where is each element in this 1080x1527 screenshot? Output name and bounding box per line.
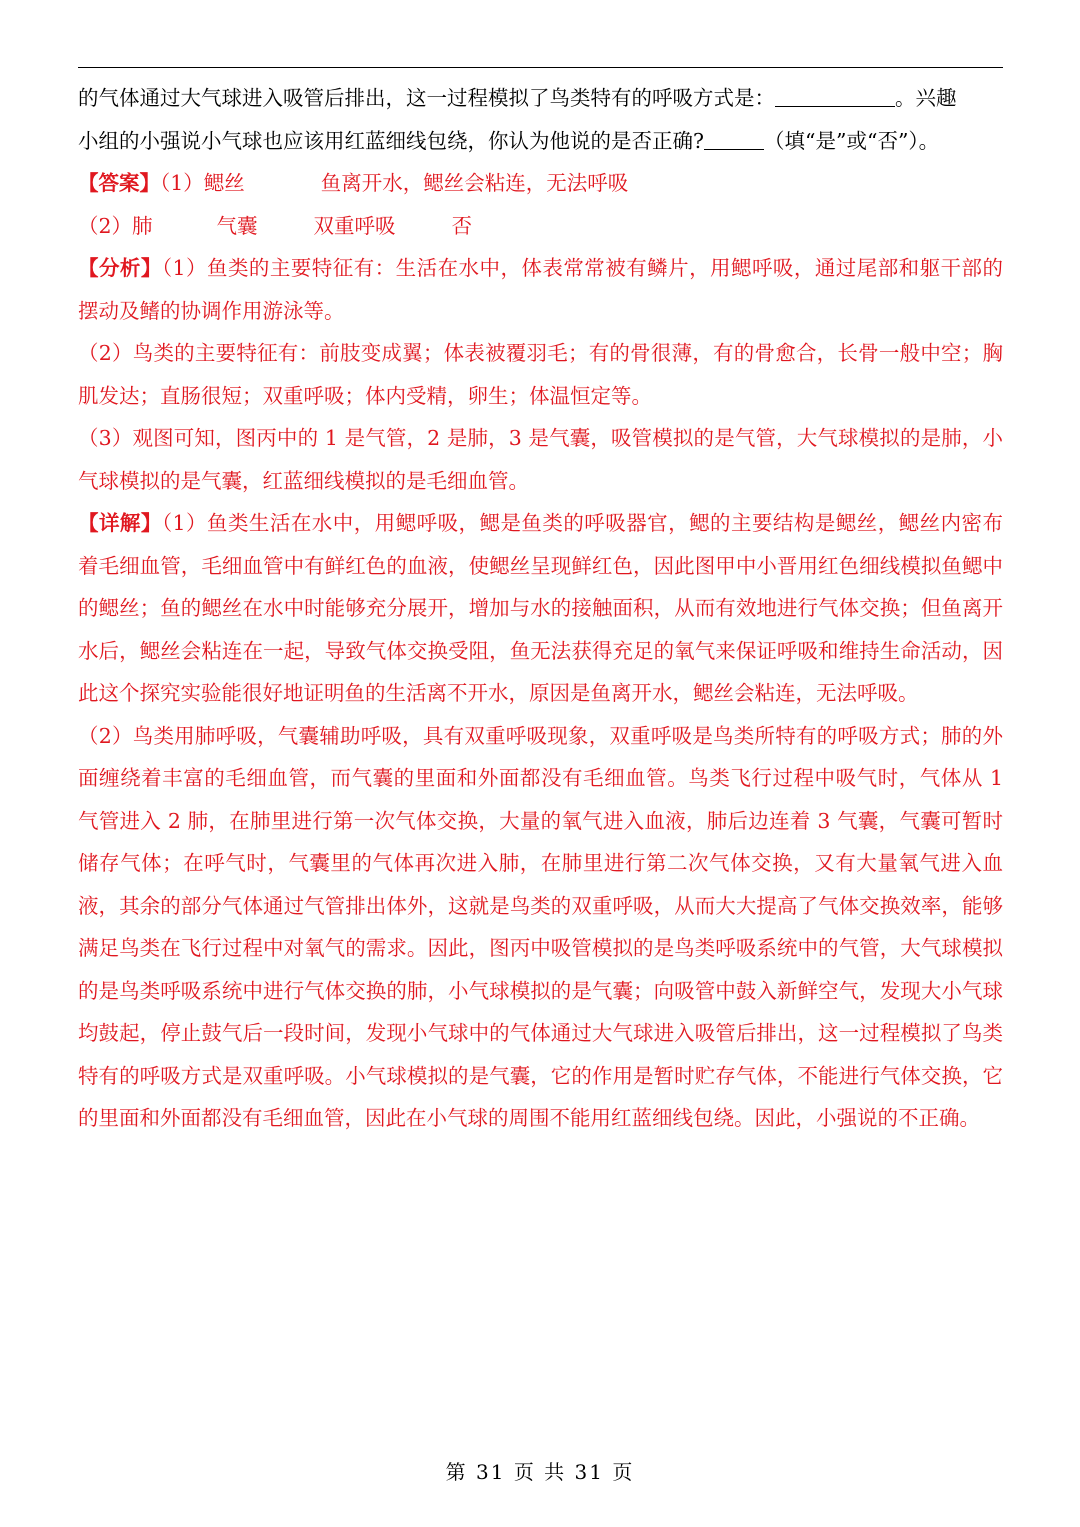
page-content xyxy=(78,77,1003,1140)
answer-line-2: （2）肺 气囊 双重呼吸 否 xyxy=(78,213,473,238)
answer-blank-1 xyxy=(775,82,895,107)
detail-p1: 【详解】（1）鱼类生活在水中，用鳃呼吸，鳃是鱼类的呼吸器官，鳃的主要结构是鳃丝，鳃丝内密布着毛细血管，毛细血管中有鲜红色的血液，使鳃丝呈现鲜红色，因此图甲中小晋用红色细线模拟鱼鳃中的鳃丝；鱼的鳃丝在水中时能够充分展开，增加与水的接触面积，从而有效地进行气体交换；但鱼离开水后，鳃丝会粘连在一起，导致气体交换受阻，鱼无法获得充足的氧气来保证呼吸和维持生命活动，因此这个探究实验能很好地证明鱼的生活离不开水，原因是鱼离开水，鳃丝会粘连，无法呼吸。 xyxy=(78,511,1004,705)
detail-tag: 【详解】 xyxy=(78,511,162,535)
analysis-p1: 【分析】（1）鱼类的主要特征有：生活在水中，体表常常被有鳞片，用鳃呼吸，通过尾部和躯干部的摆动及鳍的协调作用游泳等。 xyxy=(78,256,1004,323)
answer-blank-2 xyxy=(704,125,764,150)
answer-line-1: 【答案】（1）鳃丝 鱼离开水，鳃丝会粘连，无法呼吸 xyxy=(78,171,629,195)
analysis-p2: （2）鸟类的主要特征有：前肢变成翼；体表被覆羽毛；有的骨很薄，有的骨愈合，长骨一般中空；胸肌发达；直肠很短；双重呼吸；体内受精，卵生；体温恒定等。 xyxy=(78,341,1003,408)
answer-tag: 【答案】 xyxy=(78,171,160,195)
header-rule xyxy=(78,67,1003,68)
question-line-1: 的气体通过大气球进入吸管后排出，这一过程模拟了鸟类特有的呼吸方式是： 。兴趣 xyxy=(78,77,1003,120)
question-line-2: 小组的小强说小气球也应该用红蓝细线包绕，你认为他说的是否正确? （填“是”或“否”）。 xyxy=(78,120,1003,163)
analysis-tag: 【分析】 xyxy=(78,256,162,280)
analysis-p3: （3）观图可知，图丙中的 1 是气管，2 是肺，3 是气囊，吸管模拟的是气管，大气球模拟的是肺，小气球模拟的是气囊，红蓝细线模拟的是毛细血管。 xyxy=(78,426,1003,493)
page-number: 第 31 页 共 31 页 xyxy=(445,1460,635,1484)
detail-p2: （2）鸟类用肺呼吸，气囊辅助呼吸，具有双重呼吸现象，双重呼吸是鸟类所特有的呼吸方式；肺的外面缠绕着丰富的毛细血管，而气囊的里面和外面都没有毛细血管。鸟类飞行过程中吸气时，气体从 1 气管进入 2 肺，在肺里进行第一次气体交换，大量的氧气进入血液，肺后边连着 3 气囊，气囊可暂时储存气体；在呼气时，气囊里的气体再次进入肺，在肺里进行第二次气体交换，又有大量氧气进入血液，其余的部分气体通过气管排出体外，这就是鸟类的双重呼吸，从而大大提高了气体交换效率，能够满足鸟类在飞行过程中对氧气的需求。因此，图丙中吸管模拟的是鸟类呼吸系统中的气管，大气球模拟的是鸟类呼吸系统中进行气体交换的肺，小气球模拟的是气囊；向吸管中鼓入新鲜空气，发现大小气球均鼓起，停止鼓气后一段时间，发现小气球中的气体通过大气球进入吸管后排出，这一过程模拟了鸟类特有的呼吸方式是双重呼吸。小气球模拟的是气囊，它的作用是暂时贮存气体，不能进行气体交换，它的里面和外面都没有毛细血管，因此在小气球的周围不能用红蓝细线包绕。因此，小强说的不正确。 xyxy=(78,723,1003,1130)
